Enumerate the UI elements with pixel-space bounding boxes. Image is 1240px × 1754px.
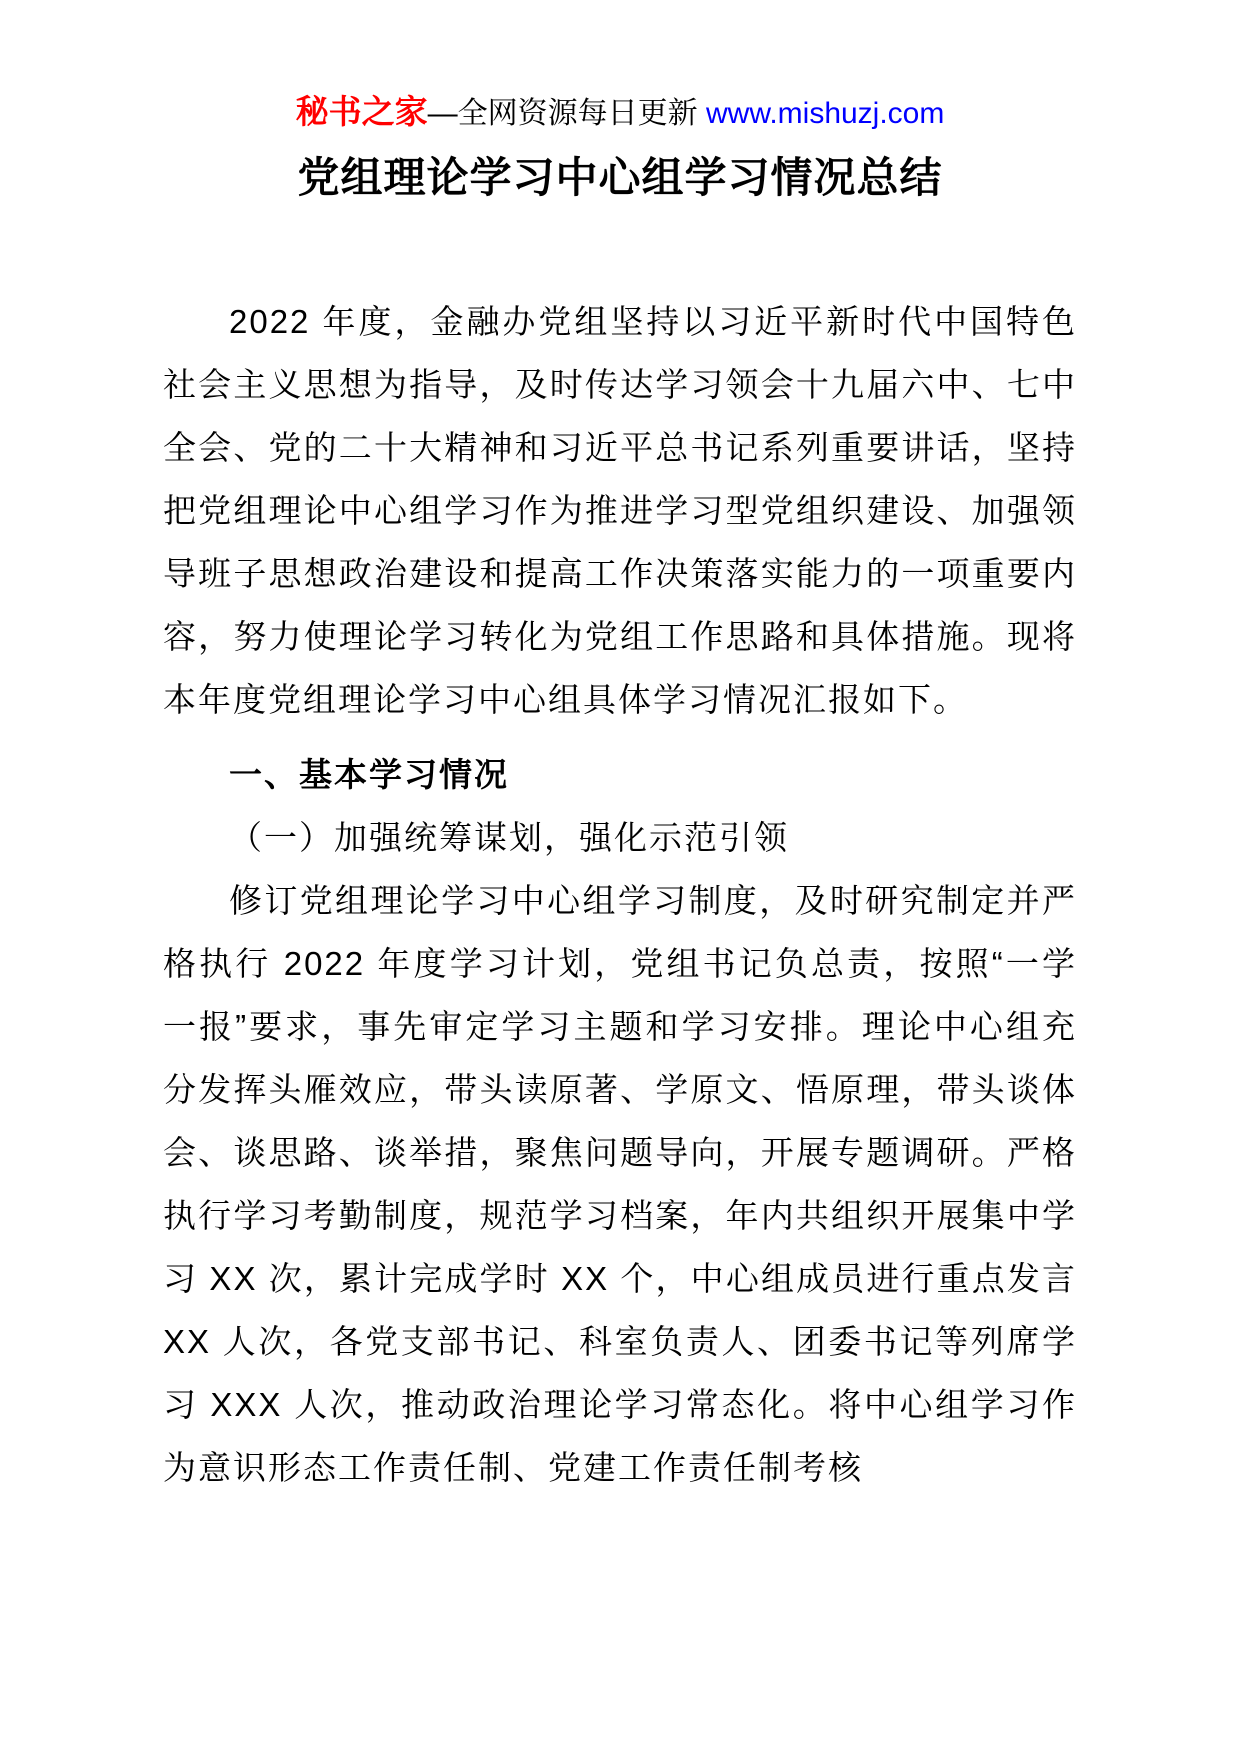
document-header — [163, 90, 1077, 136]
section-heading-basic-study: 一、基本学习情况 — [229, 756, 509, 793]
paragraph-intro: 2022 年度，金融办党组坚持以习近平新时代中国特色社会主义思想为指导，及时传达学习领会十九届六中、七中全会、党的二十大精神和习近平总书记系列重要讲话，坚持把党组理论中心组学习作为推进学习型党组织建设、加强领导班子思想政治建设和提高工作决策落实能力的一项重要内容，努力使理论学习转化为党组工作思路和具体措施。现将本年度党组理论学习中心组具体学习情况汇报如下。 — [163, 303, 1077, 718]
document-body — [163, 290, 1077, 1499]
website-url-link[interactable]: www.mishuzj.com — [705, 97, 945, 130]
document-title: 党组理论学习中心组学习情况总结 — [297, 154, 943, 201]
paragraph-study-details: 修订党组理论学习中心组学习制度，及时研究制定并严格执行 2022 年度学习计划，党组书记负总责，按照“一学一报”要求，事先审定学习主题和学习安排。理论中心组充分发挥头雁效应，带头读原著、学原文、悟原理，带头谈体会、谈思路、谈举措，聚焦问题导向，开展专题调研。严格执行学习考勤制度，规范学习档案，年内共组织开展集中学习 XX 次，累计完成学时 XX 个，中心组成员进行重点发言 XX 人次，各党支部书记、科室负责人、团委书记等列席学习 XXX 人次，推动政治理论学习常态化。将中心组学习作为意识形态工作责任制、党建工作责任制考核 — [163, 882, 1077, 1486]
header-tagline: —全网资源每日更新 — [427, 97, 706, 130]
brand-name: 秘书之家 — [295, 93, 428, 130]
subsection-heading-planning: （一）加强统筹谋划，强化示范引领 — [229, 819, 789, 856]
